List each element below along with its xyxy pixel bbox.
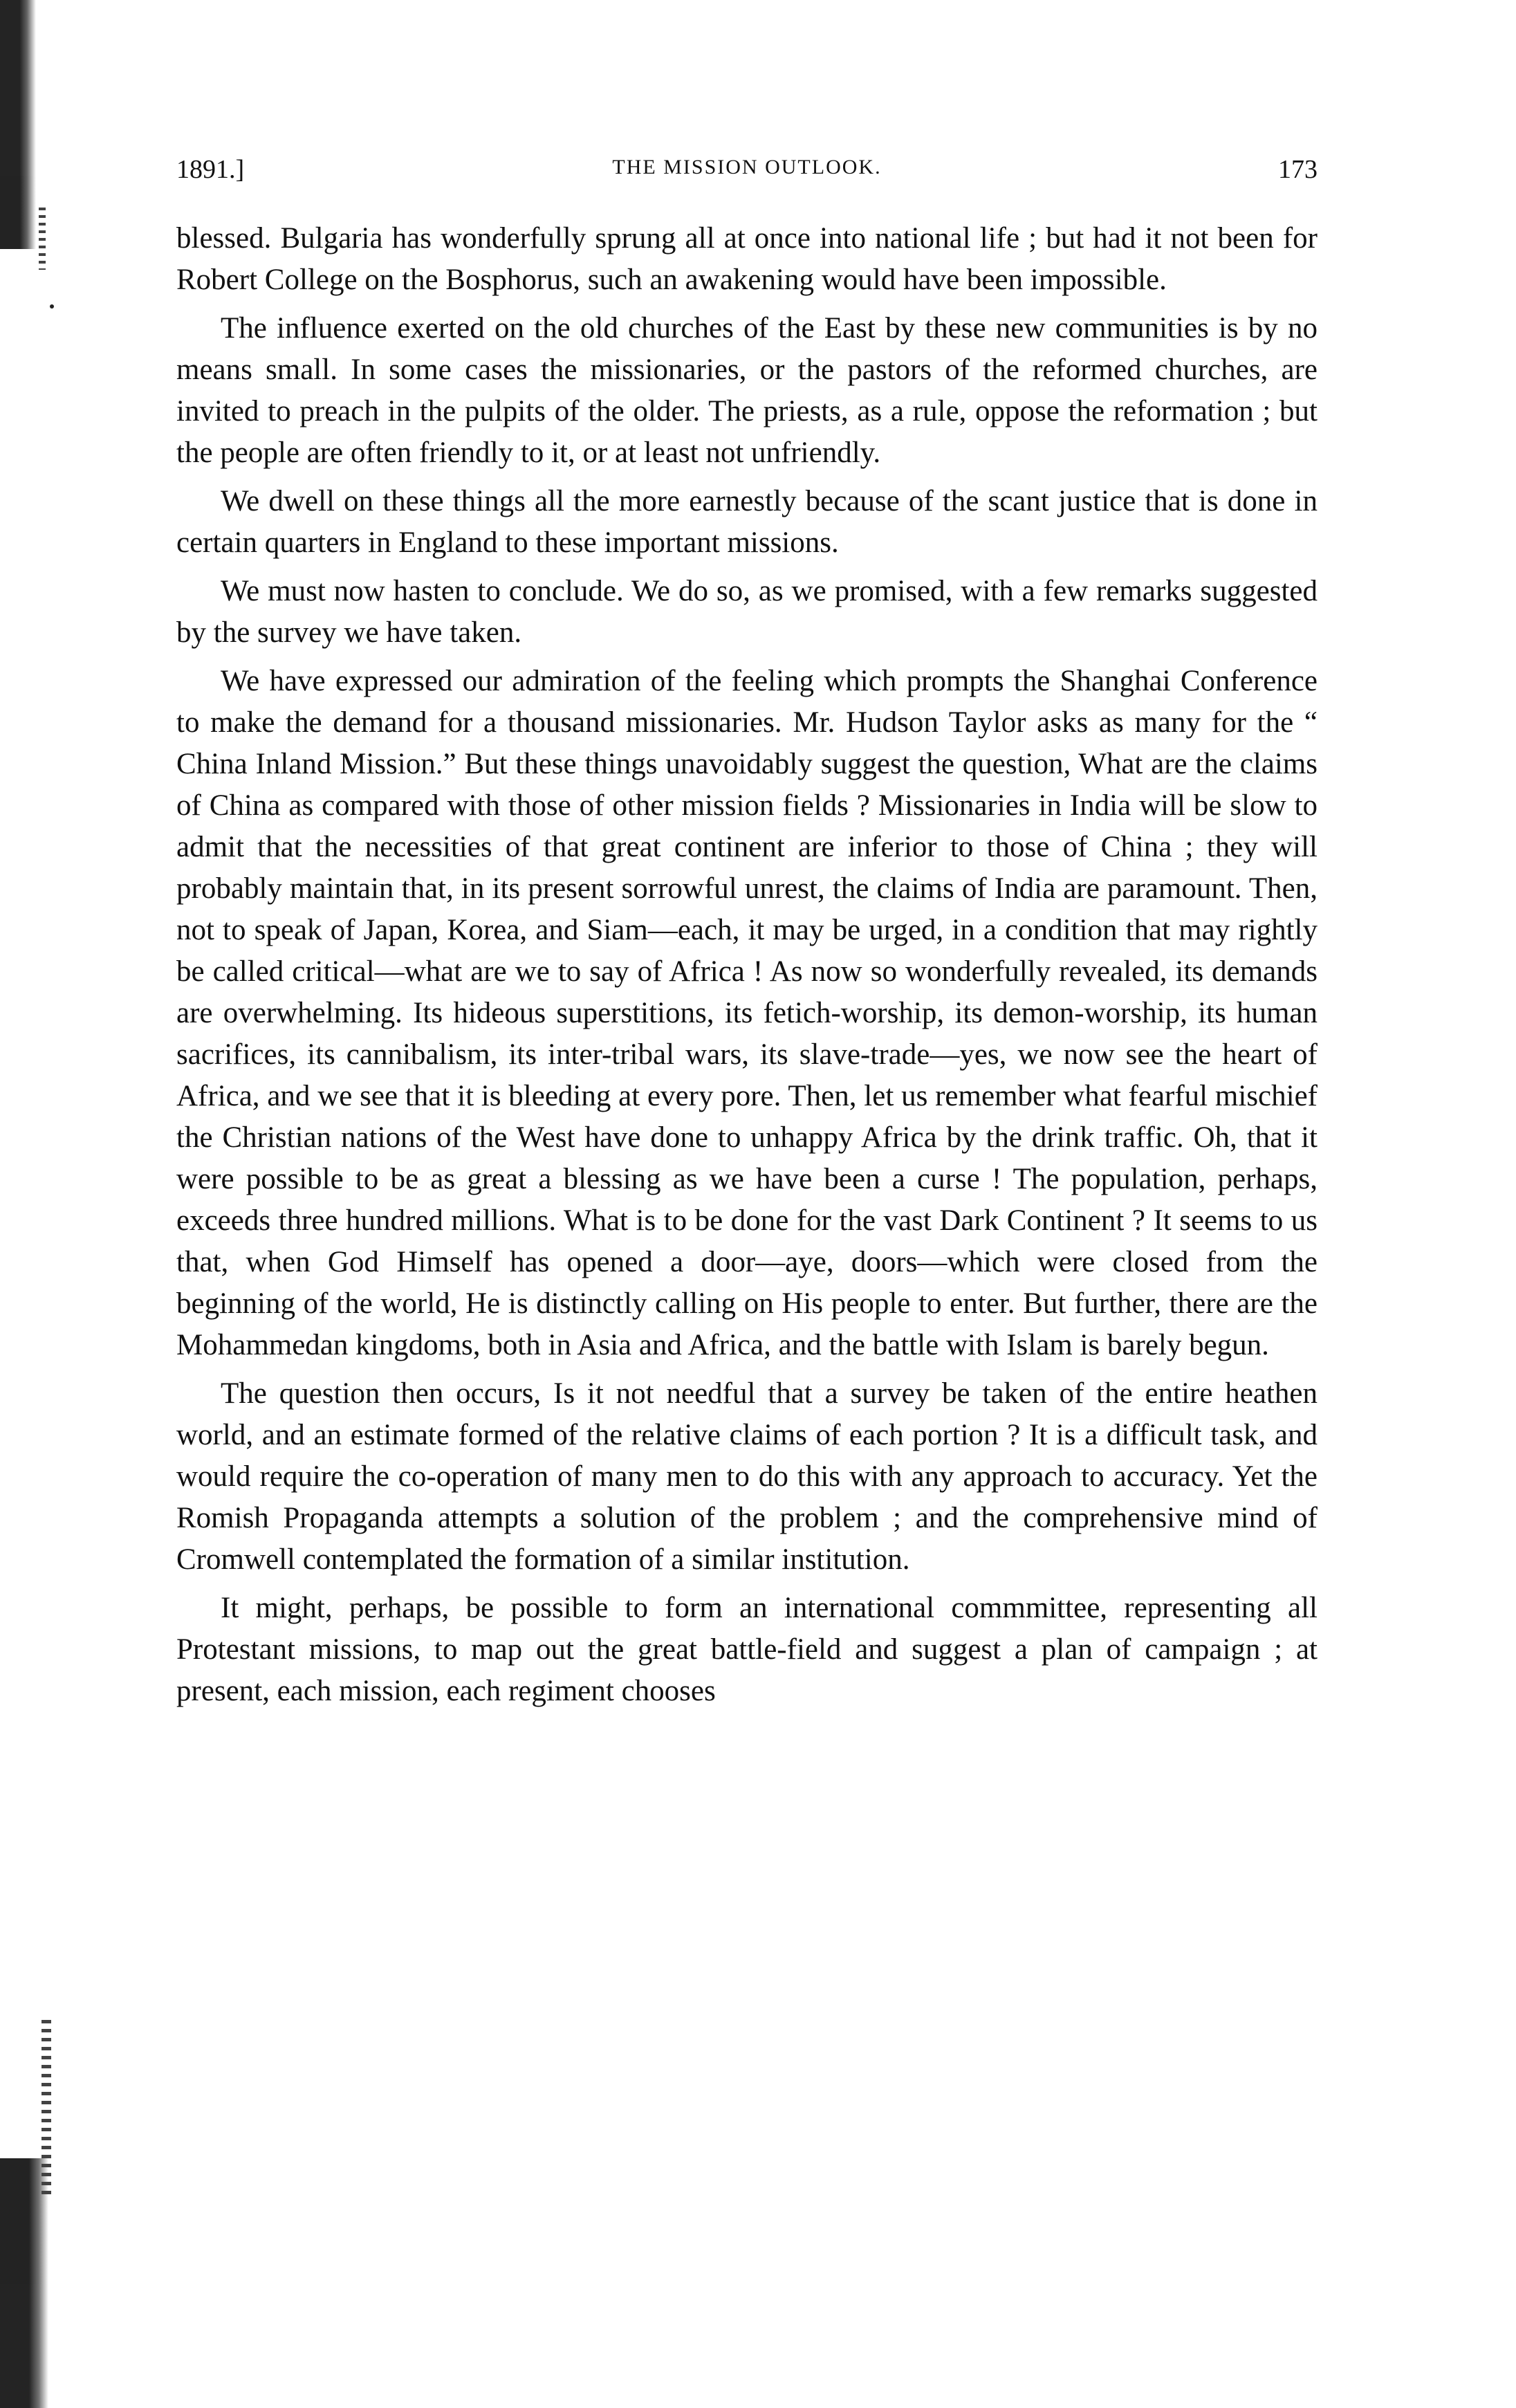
scan-binding-edge-top (0, 0, 36, 249)
paragraph: We must now hasten to conclude. We do so, as we promised, with a few remarks suggested by the survey we have taken. (176, 575, 1318, 649)
paragraph: We dwell on these things all the more earnestly because of the scant justice that is done in certain quarters in England to these important missions. (176, 485, 1318, 559)
scan-speck (50, 304, 54, 309)
paragraph: It might, perhaps, be possible to form an international commmittee, representing all Protestant missions, to map out the great battle-field and suggest a plan of campaign ; at present, each mission, each regiment chooses (176, 1592, 1318, 1707)
book-page (176, 142, 1318, 1719)
page-number: 173 (1278, 155, 1318, 184)
running-head-title: THE MISSION OUTLOOK. (612, 156, 882, 178)
paragraph: The influence exerted on the old churches of the East by these new communities is by no means small. In some cases the missionaries, or the pastors of the reformed churches, are invited to preach in the pulpits of the older. The priests, as a rule, oppose the reformation ; but the people are often friendly to it, or at least not unfriendly. (176, 312, 1318, 469)
body-text (176, 218, 1318, 1712)
paragraph: We have expressed our admiration of the feeling which prompts the Shanghai Conference to make the demand for a thousand missionaries. Mr. Hudson Taylor asks as many for the “ China Inland Mission.” But these things unavoidably suggest the question, What are the claims of China as compared with those of other mission fields ? Missionaries in India will be slow to admit that the necessities of that great continent are inferior to those of China ; they will probably maintain that, in its present sorrowful unrest, the claims of India are paramount. Then, not to speak of Japan, Korea, and Siam—each, it may be urged, in a condition that may rightly be called critical—what are we to say of Africa ! As now so wonderfully revealed, its demands are overwhelming. Its hideous superstitions, its fetich-worship, its demon-worship, its human sacrifices, its cannibalism, its inter-tribal wars, its slave-trade—yes, we now see the heart of Africa, and we see that it is bleeding at every pore. Then, let us remember what fearful mischief the Christian nations of the West have done to unhappy Africa by the drink traffic. Oh, that it were possible to be as great a blessing as we have been a curse ! The population, perhaps, exceeds three hundred millions. What is to be done for the vast Dark Continent ? It seems to us that, when God Himself has opened a door—aye, doors—which were closed from the beginning of the world, He is distinctly calling on His people to enter. But further, there are the Mohammedan kingdoms, both in Asia and Africa, and the battle with Islam is barely begun. (176, 665, 1318, 1361)
paragraph: The question then occurs, Is it not needful that a survey be taken of the entire heathen world, and an estimate formed of the relative claims of each portion ? It is a difficult task, and would require the co-operation of many men to do this with any approach to accuracy. Yet the Romish Propaganda attempts a solution of the problem ; and the comprehensive mind of Cromwell contemplated the formation of a similar institution. (176, 1377, 1318, 1576)
paragraph-continuation: blessed. Bulgaria has wonderfully sprung all at once into national life ; but had it not been for Robert College on the Bosphorus, such an awakening would have been impossible. (176, 222, 1318, 296)
scan-binding-edge-bottom (0, 2158, 48, 2408)
running-head (176, 142, 1318, 190)
running-head-year: 1891.] (176, 155, 245, 184)
